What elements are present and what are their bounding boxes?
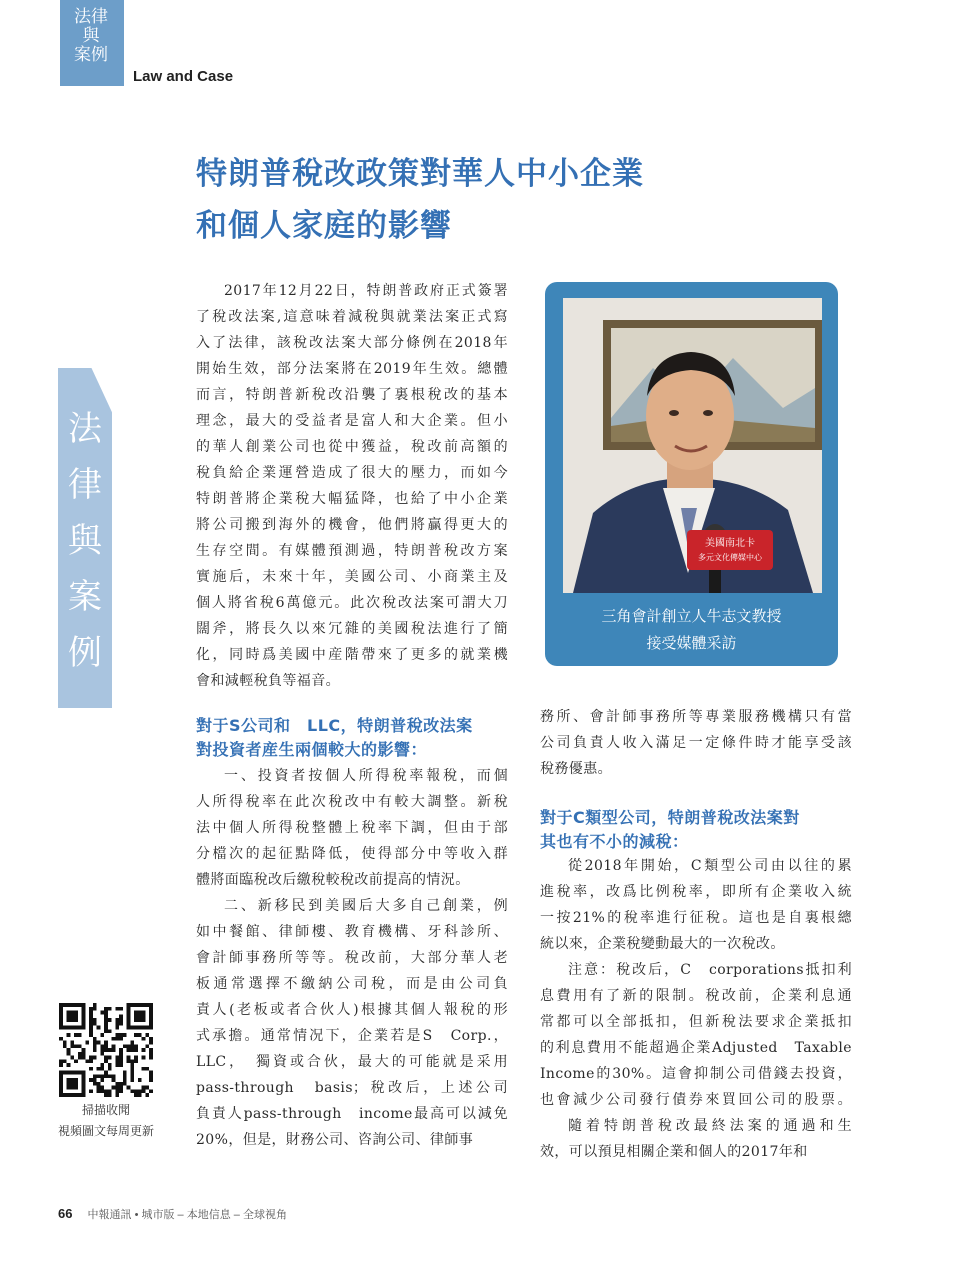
qr-caption-line: 視頻圖文每周更新 <box>57 1124 154 1138</box>
text-line: 息費用有了新的限制。稅改前，企業利息通 <box>540 988 852 1004</box>
side-tab-char: 律 <box>68 465 102 505</box>
text-line: 的華人創業公司也從中獲益，稅改前高額的 <box>196 439 508 455</box>
text-line: 隨着特朗普稅改最終法案的通過和生 <box>568 1118 852 1134</box>
mic-flag-text: 美國南北卡 <box>705 538 755 549</box>
text-line: 特朗普將企業稅大幅猛降，也給了中小企業 <box>196 491 508 507</box>
text-line: 開始生效，部分法案將在2019年生效。總體 <box>196 361 508 377</box>
section-english-label: Law and Case <box>133 68 234 85</box>
intro-paragraph <box>196 278 508 694</box>
text-line: Income的30%。這會抑制公司借錢去投資， <box>540 1066 852 1082</box>
side-tab-char: 案 <box>68 577 102 617</box>
text-line: 二、新移民到美國后大多自己創業，例 <box>224 898 508 914</box>
text-line: 入了法律，該稅改法案大部分條例在2018年 <box>196 335 508 351</box>
text-line: 的利息費用不能超過企業Adjusted Taxable <box>540 1040 852 1056</box>
text-line: 體將面臨稅改后繳稅較稅改前提高的情況。 <box>196 872 470 888</box>
subhead-line: 對于C類型公司，特朗普稅改法案對 <box>540 808 800 827</box>
text-line: pass-through basis；稅改后，上述公司 <box>196 1080 508 1096</box>
text-line: 理念，最大的受益者是富人和大企業。但小 <box>196 413 508 429</box>
subhead-line: 其也有不小的減稅： <box>540 832 689 851</box>
s-corp-continued <box>540 704 852 782</box>
text-line: 務所、會計師事務所等專業服務機構只有當 <box>540 709 852 725</box>
text-line: 負責人pass-through income最高可以減免 <box>196 1106 508 1122</box>
s-corp-body <box>196 763 508 1153</box>
side-tab-char: 與 <box>68 521 102 561</box>
header-divider <box>122 0 124 86</box>
article-title <box>196 148 644 252</box>
caption-line: 接受媒體采訪 <box>646 634 737 652</box>
photo-illustration <box>563 298 822 593</box>
text-line: 責人(老板或者合伙人)根據其個人報稅的形 <box>196 1002 508 1018</box>
text-line: 注意：稅改后，C corporations抵扣利 <box>568 962 852 978</box>
c-corp-body <box>540 853 852 1165</box>
title-line: 特朗普稅改政策對華人中小企業 <box>196 156 644 192</box>
text-line: 20%，但是，財務公司、咨詢公司、律師事 <box>196 1132 474 1148</box>
text-line: 稅務優惠。 <box>540 761 612 777</box>
subhead-s-corp <box>196 714 473 762</box>
side-tab-char: 例 <box>68 633 102 673</box>
subhead-line: 對投資者産生兩個較大的影響： <box>196 740 428 759</box>
text-line: 板通常選擇不繳納公司稅，而是由公司負 <box>196 976 508 992</box>
section-tag <box>60 0 122 86</box>
text-line: 常都可以全部抵扣，但新稅法要求企業抵扣 <box>540 1014 852 1030</box>
interview-photo <box>563 298 822 593</box>
text-line: 實施后，未來十年，美國公司、小商業主及 <box>196 569 508 585</box>
text-line: 進稅率，改爲比例稅率，即所有企業收入統 <box>540 884 852 900</box>
text-line: 一、投資者按個人所得稅率報稅，而個 <box>224 768 508 784</box>
title-line: 和個人家庭的影響 <box>196 208 452 244</box>
text-line: 如中餐館、律師樓、教育機構、牙科診所、 <box>196 924 508 940</box>
text-line: 化，同時爲美國中産階帶來了更多的就業機 <box>196 647 508 663</box>
qr-caption-line: 掃描收聞 <box>81 1103 130 1117</box>
qr-code-icon[interactable] <box>59 1003 153 1097</box>
section-tag-line: 與 <box>82 26 100 46</box>
text-line: 了稅改法案,這意味着減稅與就業法案正式寫 <box>196 309 508 325</box>
text-line: 分檔次的起征點降低，使得部分中等收入群 <box>196 846 508 862</box>
text-line: 統以來，企業稅變動最大的一次稅改。 <box>540 936 785 952</box>
text-line: 會和減輕稅負等福音。 <box>196 673 340 689</box>
text-line: 公司負責人收入滿足一定條件時才能享受該 <box>540 735 852 751</box>
text-line: 稅負給企業運營造成了很大的壓力，而如今 <box>196 465 508 481</box>
mic-flag-text: 多元文化傳媒中心 <box>698 553 762 562</box>
text-line: 法中個人所得稅整體上稅率下調，但由于部 <box>196 820 508 836</box>
section-tag-line: 法律 <box>74 7 108 27</box>
page-number: 66 <box>58 1206 73 1221</box>
text-line: 人所得稅率在此次稅改中有較大調整。新稅 <box>196 794 508 810</box>
text-line: 個人將省稅6萬億元。此次稅改法案可謂大刀 <box>196 595 508 611</box>
text-line: 會計師事務所等等。稅改前，大部分華人老 <box>196 950 508 966</box>
text-line: 2017年12月22日，特朗普政府正式簽署 <box>224 283 508 299</box>
subhead-line: 對于S公司和 LLC，特朗普稅改法案 <box>196 716 473 735</box>
section-tag-line: 案例 <box>74 45 108 65</box>
text-line: 從2018年開始，C類型公司由以往的累 <box>568 858 852 874</box>
text-line: 將公司搬到海外的機會，他們將贏得更大的 <box>196 517 508 533</box>
text-line: 一按21%的稅率進行征稅。這也是自裏根總 <box>540 910 852 926</box>
text-line: 效，可以預見相關企業和個人的2017年和 <box>540 1144 808 1160</box>
side-tab-char: 法 <box>68 409 102 449</box>
subhead-c-corp <box>540 806 800 854</box>
caption-line: 三角會計創立人牛志文教授 <box>601 607 782 625</box>
qr-caption <box>36 1100 176 1142</box>
text-line: 式承擔。通常情况下，企業若是S Corp.， <box>196 1028 508 1044</box>
photo-caption <box>545 603 838 657</box>
text-line: LLC， 獨資或合伙，最大的可能就是采用 <box>196 1054 508 1070</box>
text-line: 而言，特朗普新稅改沿襲了裏根稅改的基本 <box>196 387 508 403</box>
publication-name: 中報通訊 • 城市版 – 本地信息 – 全球視角 <box>87 1209 287 1221</box>
text-line: 也會減少公司發行債券來買回公司的股票。 <box>540 1092 852 1108</box>
text-line: 生存空間。有媒體預測過，特朗普稅改方案 <box>196 543 508 559</box>
page-footer <box>58 1206 287 1222</box>
text-line: 闊斧，將長久以來冗雜的美國稅法進行了簡 <box>196 621 508 637</box>
